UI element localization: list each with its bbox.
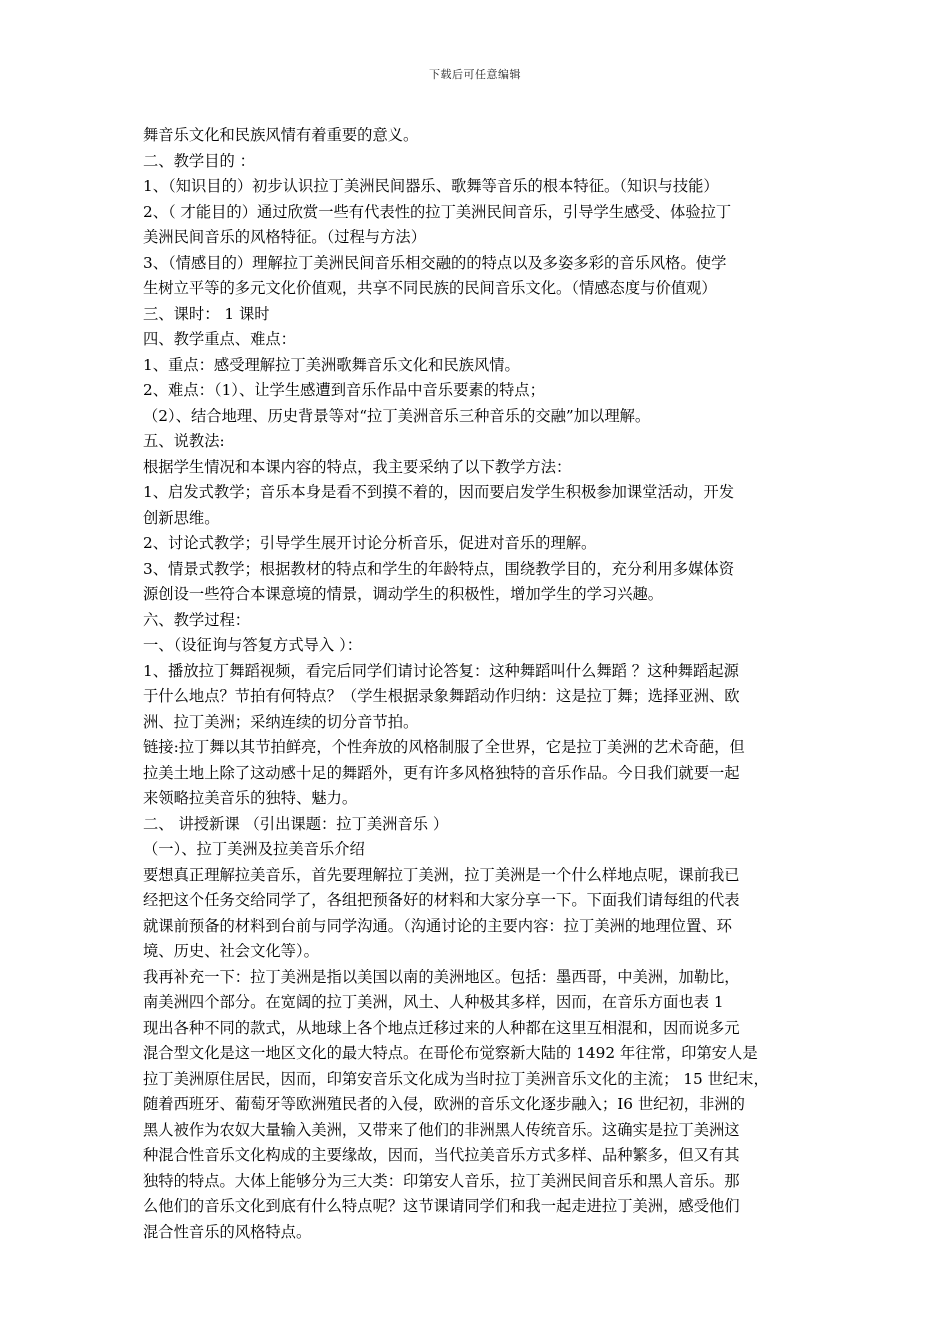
text-line: 六、教学过程： [143, 610, 251, 629]
text-line: 黑人被作为农奴大量输入美洲，又带来了他们的非洲黑人传统音乐。这确实是拉丁美洲这 [143, 1120, 740, 1139]
text-line: 混合型文化是这一地区文化的最大特点。在哥伦布觉察新大陆的 1492 年往常，印第安人是 [143, 1044, 758, 1062]
text-line: （2）、结合地理、历史背景等对“拉丁美洲音乐三种音乐的交融”加以理解。 [143, 406, 651, 425]
text-line: 要想真正理解拉美音乐，首先要理解拉丁美洲，拉丁美洲是一个什么样地点呢，课前我已 [143, 865, 740, 884]
text-line: 洲、拉丁美洲；采纳连续的切分音节拍。 [143, 712, 419, 731]
text-line: 1、启发式教学；音乐本身是看不到摸不着的，因而要启发学生积极参加课堂活动，开发 [143, 483, 735, 501]
text-line: 一、（设征询与答复方式导入 ）： [143, 636, 363, 654]
text-line: 拉丁美洲原住居民，因而，印第安音乐文化成为当时拉丁美洲音乐文化的主流； 15 世纪末， [143, 1069, 769, 1088]
text-line: 3、（情感目的）理解拉丁美洲民间音乐相交融的的特点以及多姿多彩的音乐风格。使学 [143, 253, 727, 272]
page-header: 下载后可任意编辑 [429, 68, 521, 81]
text-line: 经把这个任务交给同学了，各组把预备好的材料和大家分享一下。下面我们请每组的代表 [143, 891, 740, 909]
text-line: 源创设一些符合本课意境的情景，调动学生的积极性，增加学生的学习兴趣。 [143, 585, 664, 603]
text-line: 种混合性音乐文化构成的主要缘故，因而，当代拉美音乐方式多样、品种繁多，但又有其 [143, 1146, 740, 1164]
text-line: 1、播放拉丁舞蹈视频，看完后同学们请讨论答复：这种舞蹈叫什么舞蹈 ？这种舞蹈起源 [143, 661, 739, 680]
text-line: 么他们的音乐文化到底有什么特点呢？这节课请同学们和我一起走进拉丁美洲，感受他们 [143, 1197, 740, 1215]
text-line: 境、历史、社会文化等）。 [143, 942, 319, 960]
text-line: 独特的特点。大体上能够分为三大类：印第安人音乐，拉丁美洲民间音乐和黑人音乐。那 [143, 1171, 740, 1190]
text-line: （一）、拉丁美洲及拉美音乐介绍 [143, 840, 365, 858]
text-line: 生树立平等的多元文化价值观，共享不同民族的民间音乐文化。（情感态度与价值观） [143, 279, 717, 297]
text-line: 美洲民间音乐的风格特征。（过程与方法） [143, 228, 426, 246]
text-line: 1、（知识目的）初步认识拉丁美洲民间器乐、歌舞等音乐的根本特征。（知识与技能） [143, 177, 719, 195]
text-line: 于什么地点？节拍有何特点？（学生根据录象舞蹈动作归纳：这是拉丁舞；选择亚洲、欧 [143, 687, 740, 705]
text-line: 拉美土地上除了这动感十足的舞蹈外，更有许多风格独特的音乐作品。今日我们就要一起 [143, 763, 740, 782]
document-body [143, 123, 815, 1245]
text-line: 舞音乐文化和民族风情有着重要的意义。 [143, 126, 419, 144]
text-line: 二、教学目的 ： [143, 151, 255, 170]
text-line: 2、（ 才能目的）通过欣赏一些有代表性的拉丁美洲民间音乐，引导学生感受、体验拉丁 [143, 202, 732, 221]
text-line: 四、教学重点、难点： [143, 330, 296, 348]
text-line: 五、说教法: [143, 432, 225, 450]
text-line: 1、重点：感受理解拉丁美洲歌舞音乐文化和民族风情。 [143, 355, 520, 374]
text-line: 3、情景式教学；根据教材的特点和学生的年龄特点，围绕教学目的，充分利用多媒体资 [143, 559, 735, 578]
text-line: 现出各种不同的款式，从地球上各个地点迁移过来的人种都在这里互相混和，因而说多元 [143, 1018, 740, 1037]
text-line: 就课前预备的材料到台前与同学沟通。（沟通讨论的主要内容：拉丁美洲的地理位置、环 [143, 916, 732, 935]
text-line: 三、课时： 1 课时 [143, 304, 270, 323]
text-line: 2、难点：（1）、让学生感遭到音乐作品中音乐要素的特点； [143, 381, 545, 399]
text-line: 2、讨论式教学；引导学生展开讨论分析音乐，促进对音乐的理解。 [143, 534, 597, 552]
text-line: 根据学生情况和本课内容的特点，我主要采纳了以下教学方法： [143, 457, 572, 476]
text-line: 我再补充一下：拉丁美洲是指以美国以南的美洲地区。包括：墨西哥，中美洲，加勒比， [143, 967, 740, 986]
text-line: 南美洲四个部分。在宽阔的拉丁美洲，风土、人种极其多样，因而，在音乐方面也表 1 [143, 993, 724, 1011]
text-line: 混合性音乐的风格特点。 [143, 1222, 312, 1241]
text-line: 来领略拉美音乐的独特、魅力。 [143, 789, 358, 807]
text-line: 链接:拉丁舞以其节拍鲜亮，个性奔放的风格制服了全世界，它是拉丁美洲的艺术奇葩，但 [143, 738, 745, 756]
text-line: 二、 讲授新课 （引出课题：拉丁美洲音乐 ） [143, 814, 449, 833]
text-line: 创新思维。 [143, 508, 220, 527]
text-line: 随着西班牙、葡萄牙等欧洲殖民者的入侵，欧洲的音乐文化逐步融入；I6 世纪初，非洲的 [143, 1095, 745, 1113]
